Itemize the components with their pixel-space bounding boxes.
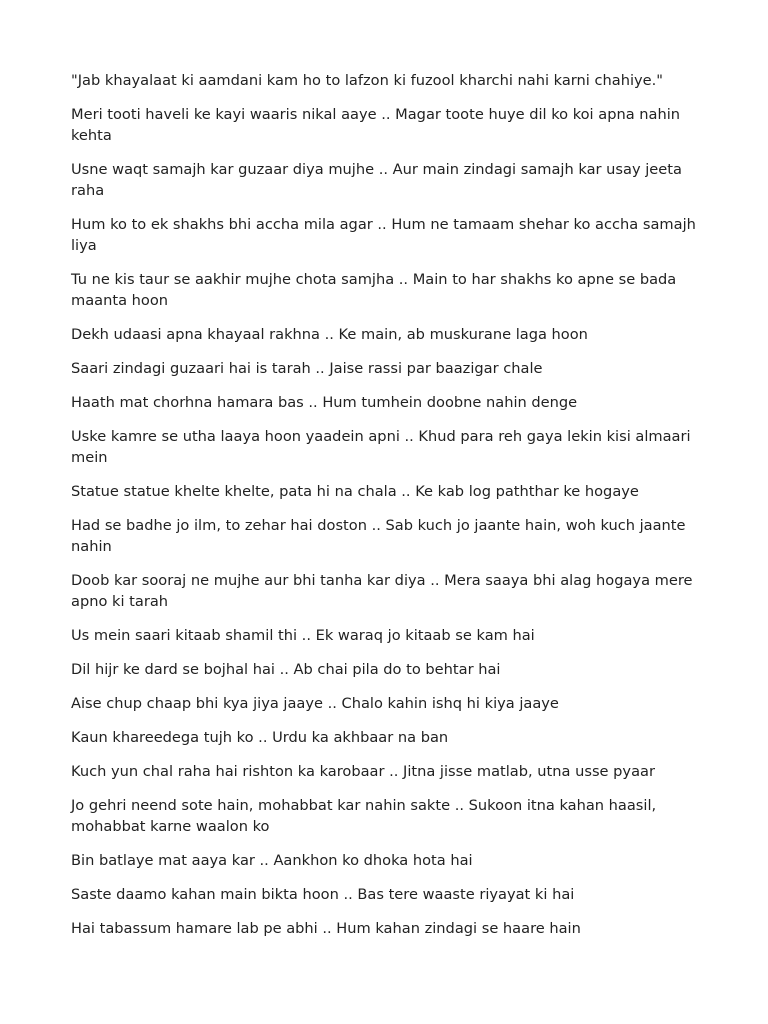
quote-line: Statue statue khelte khelte, pata hi na chala .. Ke kab log paththar ke hogaye bbox=[71, 483, 639, 500]
quote-line: Bin batlaye mat aaya kar .. Aankhon ko dhoka hota hai bbox=[71, 852, 473, 869]
quote-line: "Jab khayalaat ki aamdani kam ho to lafzon ki fuzool kharchi nahi karni chahiye." bbox=[71, 72, 663, 89]
quote-line: Doob kar sooraj ne mujhe aur bhi tanha kar diya .. Mera saaya bhi alag hogaya mere apno ki tarah bbox=[71, 572, 693, 610]
quote-line: Us mein saari kitaab shamil thi .. Ek waraq jo kitaab se kam hai bbox=[71, 627, 535, 644]
quote-line: Dil hijr ke dard se bojhal hai .. Ab chai pila do to behtar hai bbox=[71, 661, 501, 678]
quote-line: Jo gehri neend sote hain, mohabbat kar nahin sakte .. Sukoon itna kahan haasil, mohabbat karne waalon ko bbox=[71, 797, 657, 835]
quote-line: Saari zindagi guzaari hai is tarah .. Jaise rassi par baazigar chale bbox=[71, 360, 543, 377]
quote-line: Hum ko to ek shakhs bhi accha mila agar .. Hum ne tamaam shehar ko accha samajh liya bbox=[71, 216, 696, 254]
quote-line: Kuch yun chal raha hai rishton ka karobaar .. Jitna jisse matlab, utna usse pyaar bbox=[71, 763, 655, 780]
quote-line: Kaun khareedega tujh ko .. Urdu ka akhbaar na ban bbox=[71, 729, 449, 746]
quote-line: Tu ne kis taur se aakhir mujhe chota samjha .. Main to har shakhs ko apne se bada maanta hoon bbox=[71, 271, 677, 309]
quote-line: Uske kamre se utha laaya hoon yaadein apni .. Khud para reh gaya lekin kisi almaari mein bbox=[71, 428, 691, 466]
quote-list bbox=[71, 70, 711, 952]
quote-line: Haath mat chorhna hamara bas .. Hum tumhein doobne nahin denge bbox=[71, 394, 578, 411]
quote-line: Aise chup chaap bhi kya jiya jaaye .. Chalo kahin ishq hi kiya jaaye bbox=[71, 695, 559, 712]
quote-line: Meri tooti haveli ke kayi waaris nikal aaye .. Magar toote huye dil ko koi apna nahin kehta bbox=[71, 106, 681, 144]
quote-line: Saste daamo kahan main bikta hoon .. Bas tere waaste riyayat ki hai bbox=[71, 886, 575, 903]
quote-line: Usne waqt samajh kar guzaar diya mujhe .. Aur main zindagi samajh kar usay jeeta raha bbox=[71, 161, 682, 199]
quote-line: Hai tabassum hamare lab pe abhi .. Hum kahan zindagi se haare hain bbox=[71, 920, 581, 937]
quote-line: Dekh udaasi apna khayaal rakhna .. Ke main, ab muskurane laga hoon bbox=[71, 326, 588, 343]
quote-line: Had se badhe jo ilm, to zehar hai doston .. Sab kuch jo jaante hain, woh kuch jaante nahin bbox=[71, 517, 686, 555]
